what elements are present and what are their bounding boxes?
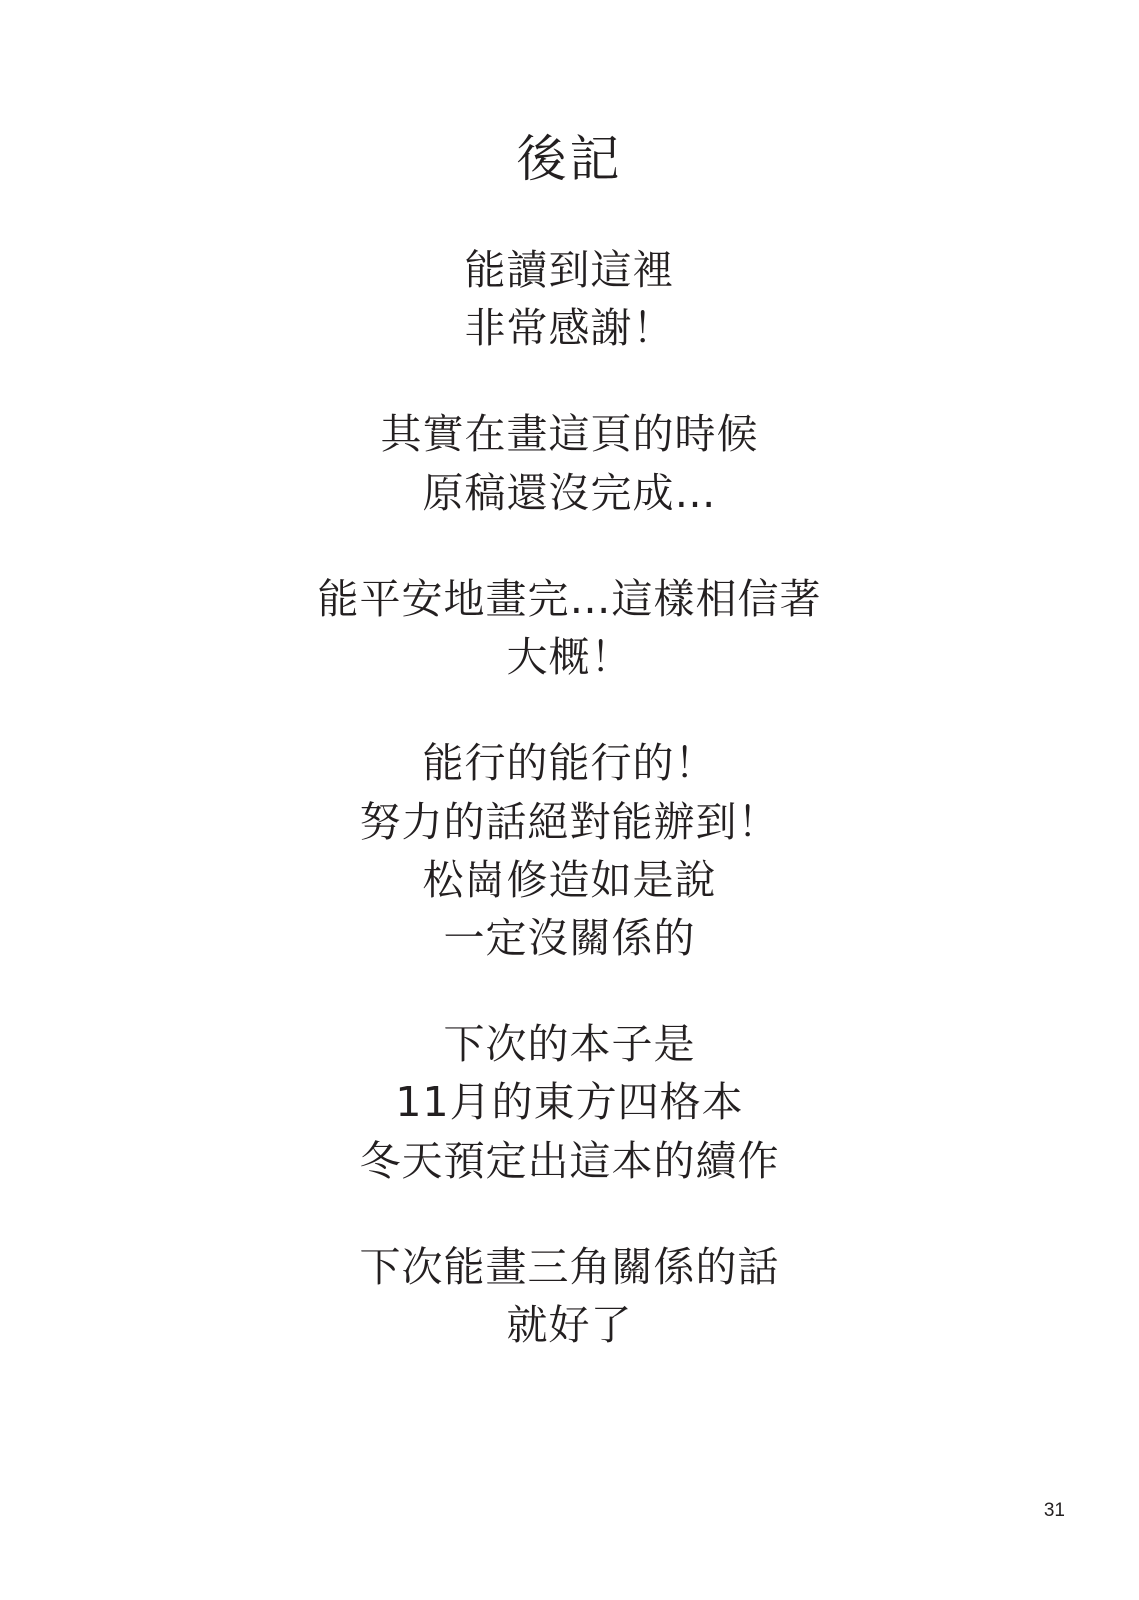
- text-line: 一定沒關係的: [443, 913, 696, 962]
- text-line: 下次能畫三角關係的話: [359, 1242, 780, 1291]
- text-line: 冬天預定出這本的續作: [359, 1136, 780, 1185]
- page-number: 31: [1043, 1500, 1065, 1521]
- text-line: 就好了: [506, 1301, 633, 1350]
- page-title: 後記: [516, 130, 623, 188]
- text-line: 其實在畫這頁的時候: [380, 410, 759, 459]
- paragraph-block: [0, 1015, 1139, 1190]
- text-line: 能行的能行的！: [422, 739, 717, 788]
- text-line: 原稿還沒完成…: [422, 468, 717, 517]
- text-line: 大概！: [506, 633, 633, 682]
- paragraph-block: [0, 241, 1139, 357]
- text-line: 努力的話絕對能辦到！: [359, 797, 780, 846]
- text-line: 能平安地畫完…這樣相信著: [317, 574, 822, 623]
- text-line: 11月的東方四格本: [395, 1078, 744, 1127]
- text-line: 能讀到這裡: [464, 246, 675, 294]
- text-line: 松崗修造如是說: [422, 855, 717, 904]
- text-line: 非常感謝！: [464, 304, 675, 353]
- paragraph-block: [0, 1238, 1139, 1354]
- paragraph-block: [0, 734, 1139, 967]
- text-line: 下次的本子是: [443, 1020, 696, 1069]
- paragraph-block: [0, 570, 1139, 686]
- paragraph-block: [0, 405, 1139, 521]
